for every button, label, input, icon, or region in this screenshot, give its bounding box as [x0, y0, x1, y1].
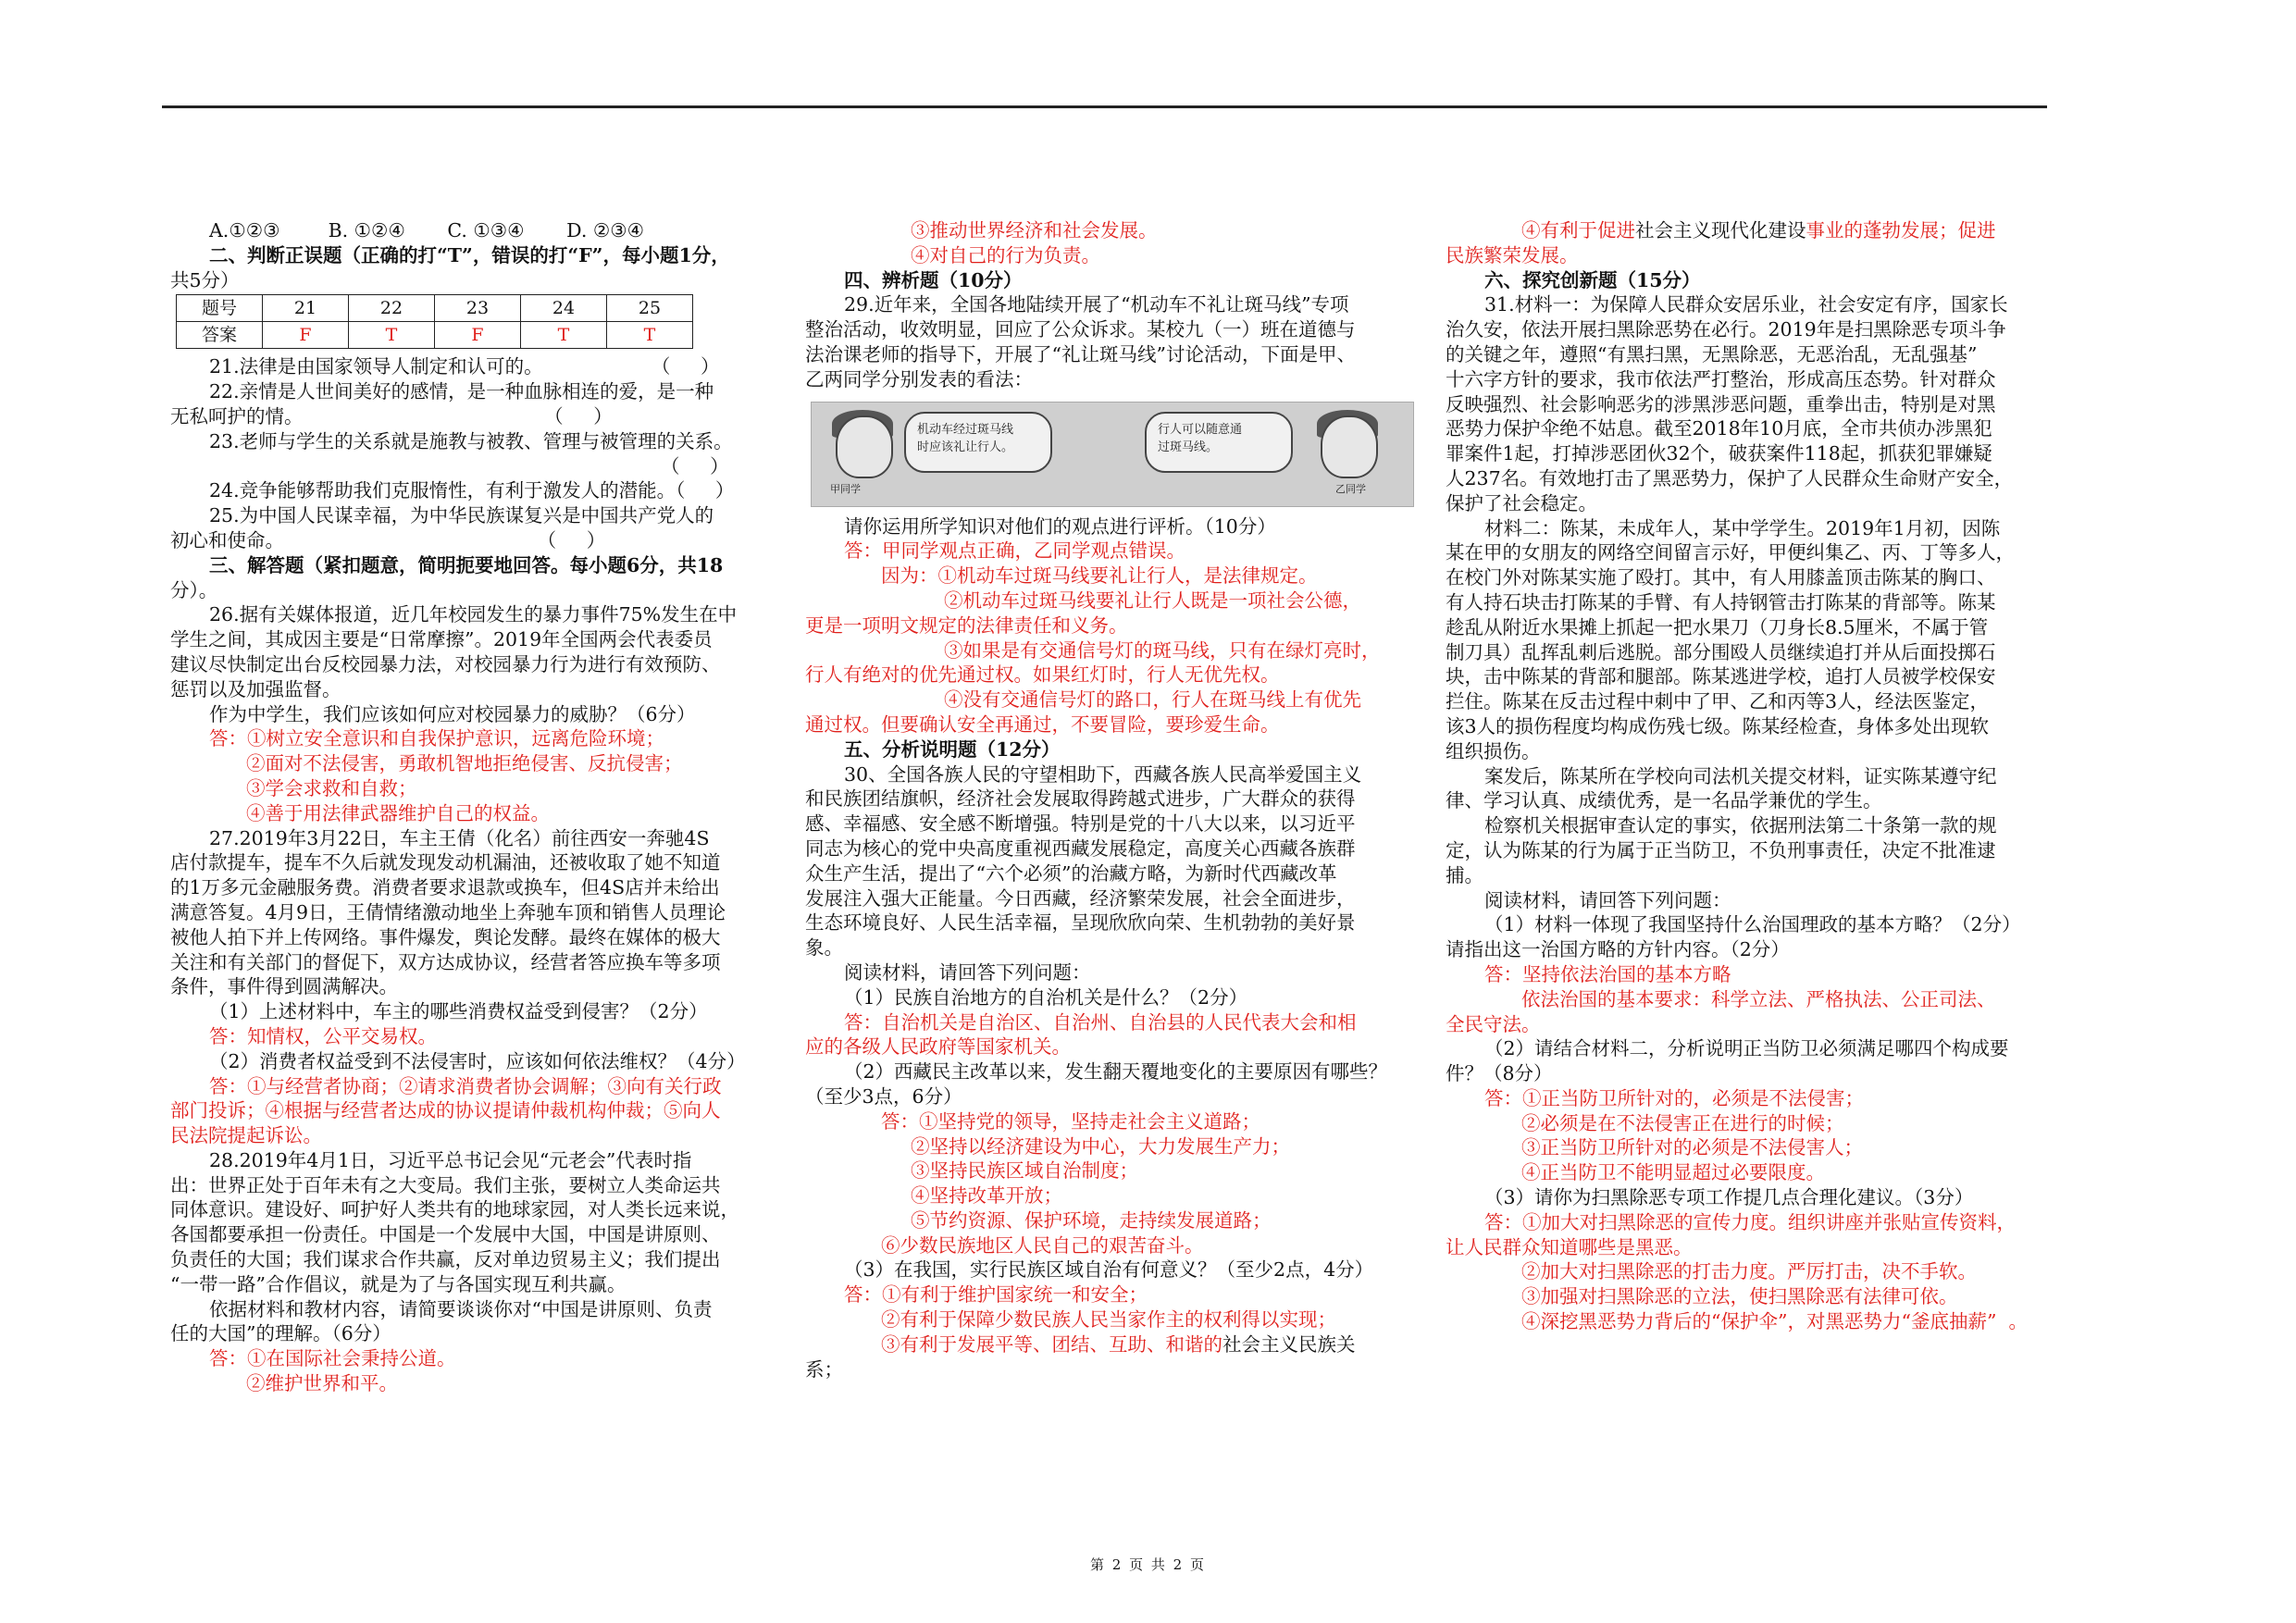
answer-cell: T: [607, 322, 693, 349]
question-29-text: 法治课老师的指导下，开展了“礼让斑马线”讨论活动，下面是甲、: [805, 342, 1356, 365]
header-rule: [162, 105, 2047, 108]
question-23-bracket: （ ）: [661, 454, 729, 477]
question-27-sub1: （1）上述材料中，车主的哪些消费权益受到侵害？（2分）: [209, 1000, 708, 1023]
answer-29: ②机动车过斑马线要礼让行人既是一项社会公德，: [944, 588, 1361, 612]
answer-30-3: [1446, 218, 2045, 243]
answer-30-3-red: ④有利于促进: [1521, 219, 1635, 242]
question-28-text: “一带一路”合作倡议，就是为了与各国实现互利共赢。: [170, 1272, 627, 1295]
answer-29: 行人有绝对的优先通过权。如果红灯时，行人无优先权。: [805, 663, 1280, 687]
answer-30-3: [805, 1332, 1416, 1357]
question-23: 23.老师与学生的关系就是施教与被教、管理与被管理的关系。: [209, 429, 733, 452]
question-26-text: 惩罚以及加强监督。: [170, 677, 341, 700]
table-row: [177, 322, 693, 349]
answer-26: ③学会求救和自救；: [246, 776, 417, 799]
question-27-text: 店付款提车，提车不久后就发现发动机漏油，还被收取了她不知道: [170, 851, 721, 874]
answer-31-1: 答：坚持依法治国的基本方略: [1484, 962, 1731, 985]
question-31-text: 保护了社会稳定。: [1446, 491, 1597, 514]
question-27-text: 关注和有关部门的督促下，双方达成协议，经营者答应换车等多项: [170, 950, 721, 973]
question-30-sub3: （3）在我国，实行民族区域自治有何意义？（至少2点，4分）: [844, 1258, 1374, 1282]
section-two-heading-cont: 共5分）: [170, 268, 240, 291]
question-25: 25.为中国人民谋幸福，为中华民族谋复兴是中国共产党人的: [209, 504, 714, 527]
table-cell: 23: [435, 295, 521, 322]
answer-30-2: ④坚持改革开放；: [911, 1184, 1062, 1208]
question-27-text: 满意答复。4月9日，王倩情绪激动地坐上奔驰车顶和销售人员理论: [170, 900, 726, 923]
girl-face-icon: [836, 415, 893, 478]
question-21: 21.法律是由国家领导人制定和认可的。 （ ）: [209, 355, 720, 378]
question-31-text: 定，认为陈某的行为属于正当防卫，不负刑事责任，决定不批准逮: [1446, 838, 1996, 861]
question-27: 27.2019年3月22日，车主王倩（化名）前往西安一奔驰4S: [209, 826, 710, 849]
answer-30-3: 系；: [805, 1357, 843, 1381]
table-row: [177, 295, 693, 322]
question-30-text: 和民族团结旗帜，经济社会发展取得跨越式进步，广大群众的获得: [805, 787, 1356, 811]
answer-27-2: 答：①与经营者协商；②请求消费者协会调解；③向有关行政: [209, 1074, 722, 1097]
answer-31-3: 让人民群众知道哪些是黑恶。: [1446, 1235, 1693, 1258]
answer-31-2: ④正当防卫不能明显超过必要限度。: [1521, 1161, 1825, 1184]
question-31-text: 的关键之年，遵照“有黑扫黑，无黑除恶，无恶治乱，无乱强基”: [1446, 342, 1978, 365]
answer-26: ②面对不法侵害，勇敢机智地拒绝侵害、反抗侵害；: [246, 752, 683, 775]
question-31-text: 治久安，依法开展扫黑除恶势在必行。2019年是扫黑除恶专项斗争: [1446, 318, 2006, 341]
section-three-heading: 三、解答题（紧扣题意，简明扼要地回答。每小题6分，共18: [209, 553, 724, 576]
speech-bubble-right: 行人可以随意通 过斑马线。: [1145, 412, 1293, 473]
question-30-text: 众生产生活，提出了“六个必须”的治藏方略，为新时代西藏改革: [805, 861, 1337, 885]
question-30-prompt: 阅读材料，请回答下列问题：: [844, 960, 1091, 984]
question-31-text: 十六字方针的要求，我市依法严打整治，形成高压态势。针对群众: [1446, 367, 1996, 390]
question-28-text: 各国都要承担一份责任。中国是一个发展中大国，中国是讲原则、: [170, 1223, 721, 1246]
question-31-material2: 材料二：陈某，未成年人，某中学学生。2019年1月初，因陈: [1484, 516, 2001, 539]
answer-31-2: ③正当防卫所针对的必须是不法侵害人；: [1521, 1136, 1863, 1159]
question-29-text: 整治活动，收效明显，回应了公众诉求。某校九（一）班在道德与: [805, 318, 1356, 341]
answer-31-3: ②加大对扫黑除恶的打击力度。严厉打击，决不手软。: [1521, 1260, 1977, 1283]
answer-31-3: 答：①加大对扫黑除恶的宣传力度。组织讲座并张贴宣传资料，: [1484, 1210, 2016, 1233]
question-27-text: 条件，事件得到圆满解决。: [170, 975, 398, 998]
table-cell: 答案: [177, 322, 263, 349]
question-31-prompt: 阅读材料，请回答下列问题：: [1484, 888, 1731, 911]
question-31-text: 在校门外对陈某实施了殴打。其中，有人用膝盖顶击陈某的胸口、: [1446, 566, 1996, 589]
question-31-sub2: 件？（8分）: [1446, 1062, 1553, 1085]
cartoon-illustration: [811, 402, 1414, 507]
answer-26: ④善于用法律武器维护自己的权益。: [246, 801, 550, 824]
question-31-text: 罪案件1起，打掉涉恶团伙32个，破获案件118起，抓获犯罪嫌疑: [1446, 442, 1992, 465]
question-31-text: 检察机关根据审查认定的事实，依据刑法第二十条第一款的规: [1484, 814, 1997, 837]
answer-28: ②维护世界和平。: [246, 1372, 398, 1395]
question-30: 30、全国各族人民的守望相助下，西藏各族人民高举爱国主义: [844, 762, 1362, 786]
question-31-text: 有人持石块击打陈某的手臂、有人持钢管击打陈某的背部等。陈某: [1446, 590, 1996, 613]
table-cell: 21: [263, 295, 349, 322]
question-31-text: 块，击中陈某的背部和腿部。陈某逃进学校，追打人员被学校保安: [1446, 665, 1996, 688]
answer-30-3-black: 社会主义现代化建设: [1635, 219, 1806, 242]
section-two-heading: 二、判断正误题（正确的打“T”，错误的打“F”，每小题1分，: [209, 243, 730, 266]
answer-cell: T: [349, 322, 435, 349]
question-28-prompt: 任的大国”的理解。（6分）: [170, 1322, 391, 1345]
question-30-text: 发展注入强大正能量。今日西藏，经济繁荣发展，社会全面进步，: [805, 886, 1356, 910]
section-three-heading-cont: 分）。: [170, 578, 218, 601]
question-22: 22.亲情是人世间美好的感情，是一种血脉相连的爱，是一种: [209, 380, 714, 403]
question-31-material1: 31.材料一：为保障人民群众安居乐业，社会安定有序，国家长: [1484, 293, 2008, 316]
question-31-text: 反映强烈、社会影响恶劣的涉黑涉恶问题，重拳出击，特别是对黑: [1446, 392, 1996, 415]
column-right: [1446, 218, 2045, 1334]
answer-28: ③推动世界经济和社会发展。: [911, 219, 1158, 242]
column-middle: [805, 218, 1416, 1381]
answer-31-1: 全民守法。: [1446, 1012, 1541, 1035]
section-five-heading: 五、分析说明题（12分）: [844, 737, 1061, 761]
question-25-cont: 初心和使命。 （ ）: [170, 528, 606, 551]
question-22-cont: 无私呵护的情。 （ ）: [170, 404, 613, 427]
answer-30-2: ⑥少数民族地区人民自己的艰苦奋斗。: [881, 1233, 1204, 1257]
question-30-text: 生态环境良好、人民生活幸福，呈现欣欣向荣、生机勃勃的美好景: [805, 911, 1356, 935]
question-29: 29.近年来，全国各地陆续开展了“机动车不礼让斑马线”专项: [844, 293, 1349, 316]
question-31-sub3: （3）请你为扫黑除恶专项工作提几点合理化建议。（3分）: [1484, 1186, 1974, 1209]
answer-31-2: 答：①正当防卫所针对的，必须是不法侵害；: [1484, 1086, 1864, 1109]
page-footer: 第 2 页 共 2 页: [1090, 1556, 1206, 1573]
answer-cell: F: [263, 322, 349, 349]
answer-30-1: 应的各级人民政府等国家机关。: [805, 1035, 1071, 1059]
question-31-text: 某在甲的女朋友的网络空间留言示好，甲便纠集乙、丙、丁等多人，: [1446, 541, 2015, 564]
answer-29: 更是一项明文规定的法律责任和义务。: [805, 613, 1128, 637]
question-31-text: 案发后，陈某所在学校向司法机关提交材料，证实陈某遵守纪: [1484, 764, 1997, 787]
label-student-b: 乙同学: [1335, 482, 1366, 495]
answer-table: [176, 294, 693, 349]
table-cell: 24: [521, 295, 607, 322]
question-28: 28.2019年4月1日，习近平总书记会见“元老会”代表时指: [209, 1148, 692, 1171]
answer-28: 答：①在国际社会秉持公道。: [209, 1347, 456, 1370]
answer-31-1: 依法治国的基本要求：科学立法、严格执法、公正司法、: [1521, 987, 1996, 1010]
question-31-text: 拦住。陈某在反击过程中刺中了甲、乙和丙等3人，经法医鉴定，: [1446, 690, 1990, 713]
question-26-prompt: 作为中学生，我们应该如何应对校园暴力的威胁？（6分）: [209, 702, 696, 725]
question-31-text: 人237名。有效地打击了黑恶势力，保护了人民群众生命财产安全，: [1446, 466, 2014, 489]
question-31-text: 趁乱从附近水果摊上抓起一把水果刀（刀身长8.5厘米，不属于管: [1446, 615, 1989, 638]
answer-30-3: 答：①有利于维护国家统一和安全；: [844, 1283, 1148, 1307]
question-31-text: 恶势力保护伞绝不姑息。截至2018年10月底，全市共侦办涉黑犯: [1446, 417, 1992, 440]
question-28-text: 同体意识。建设好、呵护好人类共有的地球家园，对人类长远来说，: [170, 1198, 739, 1221]
question-30-text: 同志为核心的党中央高度重视西藏发展稳定，高度关心西藏各族群: [805, 836, 1356, 860]
question-27-text: 被他人拍下并上传网络。事件爆发，舆论发酵。最终在媒体的极大: [170, 925, 721, 948]
question-30-text: 象。: [805, 936, 843, 960]
table-cell: 22: [349, 295, 435, 322]
question-30-sub1: （1）民族自治地方的自治机关是什么？（2分）: [844, 985, 1248, 1009]
question-24: 24.竞争能够帮助我们克服惰性，有利于激发人的潜能。（ ）: [209, 479, 735, 502]
answer-27-1: 答：知情权，公平交易权。: [209, 1024, 437, 1047]
answer-27-2: 部门投诉；④根据与经营者达成的协议提请仲裁机构仲裁；⑤向人: [170, 1099, 721, 1122]
question-30-sub2: （至少3点，6分）: [805, 1084, 962, 1108]
question-31-text: 律、学习认真、成绩优秀，是一名品学兼优的学生。: [1446, 789, 1882, 812]
column-left: [170, 218, 763, 1396]
speech-bubble-left: 机动车经过斑马线 时应该礼让行人。: [904, 412, 1052, 473]
answer-30-2: ②坚持以经济建设为中心，大力发展生产力；: [911, 1134, 1290, 1158]
answer-27-2: 民法院提起诉讼。: [170, 1124, 322, 1147]
question-30-sub2: （2）西藏民主改革以来，发生翻天覆地变化的主要原因有哪些？: [844, 1060, 1388, 1084]
question-26-text: 建议尽快制定出台反校园暴力法，对校园暴力行为进行有效预防、: [170, 652, 721, 675]
answer-30-2: ⑤节约资源、保护环境，走持续发展道路；: [911, 1208, 1272, 1232]
question-28-prompt: 依据材料和教材内容，请简要谈谈你对“中国是讲原则、负责: [209, 1297, 713, 1320]
answer-28: ④对自己的行为负责。: [911, 243, 1100, 266]
question-26-text: 学生之间，其成因主要是“日常摩擦”。2019年全国两会代表委员: [170, 628, 713, 651]
boy-face-icon: [1321, 415, 1378, 478]
answer-30-3: ②有利于保障少数民族人民当家作主的权利得以实现；: [881, 1308, 1336, 1332]
question-31-text: 制刀具）乱挥乱刺后逃脱。部分围殴人员继续追打并从后面投掷石: [1446, 640, 1996, 663]
answer-30-3: 民族繁荣发展。: [1446, 243, 1579, 266]
answer-29: 答：甲同学观点正确，乙同学观点错误。: [844, 539, 1185, 563]
question-29-text: 乙两同学分别发表的看法：: [805, 367, 1033, 390]
question-27-text: 的1万多元金融服务费。消费者要求退款或换车，但4S店并未给出: [170, 876, 720, 899]
answer-cell: T: [521, 322, 607, 349]
answer-31-3: ④深挖黑恶势力背后的“保护伞”，对黑恶势力“釜底抽薪” 。: [1521, 1310, 2028, 1333]
question-27-sub2: （2）消费者权益受到不法侵害时，应该如何依法维权？（4分）: [209, 1049, 746, 1072]
answer-31-2: ②必须是在不法侵害正在进行的时候；: [1521, 1111, 1844, 1134]
label-student-a: 甲同学: [830, 482, 861, 495]
question-31-sub1: （1）材料一体现了我国坚持什么治国理政的基本方略？（2分）: [1484, 913, 2021, 936]
answer-26: 答：①树立安全意识和自我保护意识，远离危险环境；: [209, 727, 664, 750]
question-31-sub2: （2）请结合材料二，分析说明正当防卫必须满足哪四个构成要: [1484, 1037, 2009, 1060]
table-cell: 25: [607, 295, 693, 322]
table-cell: 题号: [177, 295, 263, 322]
question-31-text: 组织损伤。: [1446, 739, 1541, 762]
question-26: 26.据有关媒体报道，近几年校园发生的暴力事件75%发生在中: [209, 603, 738, 626]
question-30-text: 感、幸福感、安全感不断增强。特别是党的十八大以来，以习近平: [805, 812, 1356, 836]
question-28-text: 负责任的大国；我们谋求合作共赢，反对单边贸易主义；我们提出: [170, 1248, 721, 1271]
answer-cell: F: [435, 322, 521, 349]
answer-29: ④没有交通信号灯的路口，行人在斑马线上有优先: [944, 688, 1361, 712]
q20-options: A.①②③ B. ①②④ C. ①③④ D. ②③④: [209, 219, 645, 242]
answer-29: 通过权。但要确认安全再通过，不要冒险，要珍爱生命。: [805, 712, 1280, 736]
answer-30-3-black: 社会主义民族关: [1222, 1332, 1356, 1356]
section-six-heading: 六、探究创新题（15分）: [1484, 268, 1701, 291]
question-31-sub1: 请指出这一治国方略的方针内容。（2分）: [1446, 938, 1790, 961]
answer-30-3-red: ③有利于发展平等、团结、互助、和谐的: [881, 1332, 1222, 1356]
answer-31-3: ③加强对扫黑除恶的立法，使扫黑除恶有法律可依。: [1521, 1285, 1958, 1308]
answer-29: 因为：①机动车过斑马线要礼让行人，是法律规定。: [881, 564, 1318, 588]
question-31-text: 该3人的损伤程度均构成伤残七级。陈某经检查，身体多处出现软: [1446, 714, 1990, 737]
answer-30-2: 答：①坚持党的领导，坚持走社会主义道路；: [881, 1109, 1260, 1133]
answer-30-2: ③坚持民族区域自治制度；: [911, 1159, 1138, 1183]
answer-30-1: 答：自治机关是自治区、自治州、自治县的人民代表大会和相: [844, 1010, 1357, 1034]
question-28-text: 出：世界正处于百年未有之大变局。我们主张，要树立人类命运共: [170, 1173, 721, 1196]
section-four-heading: 四、辨析题（10分）: [844, 268, 1023, 291]
question-29-prompt: 请你运用所学知识对他们的观点进行评析。（10分）: [844, 514, 1276, 538]
answer-30-3-red: 事业的蓬勃发展；促进: [1806, 219, 1996, 242]
answer-29: ③如果是有交通信号灯的斑马线，只有在绿灯亮时，: [944, 638, 1381, 662]
question-31-text: 捕。: [1446, 863, 1483, 886]
